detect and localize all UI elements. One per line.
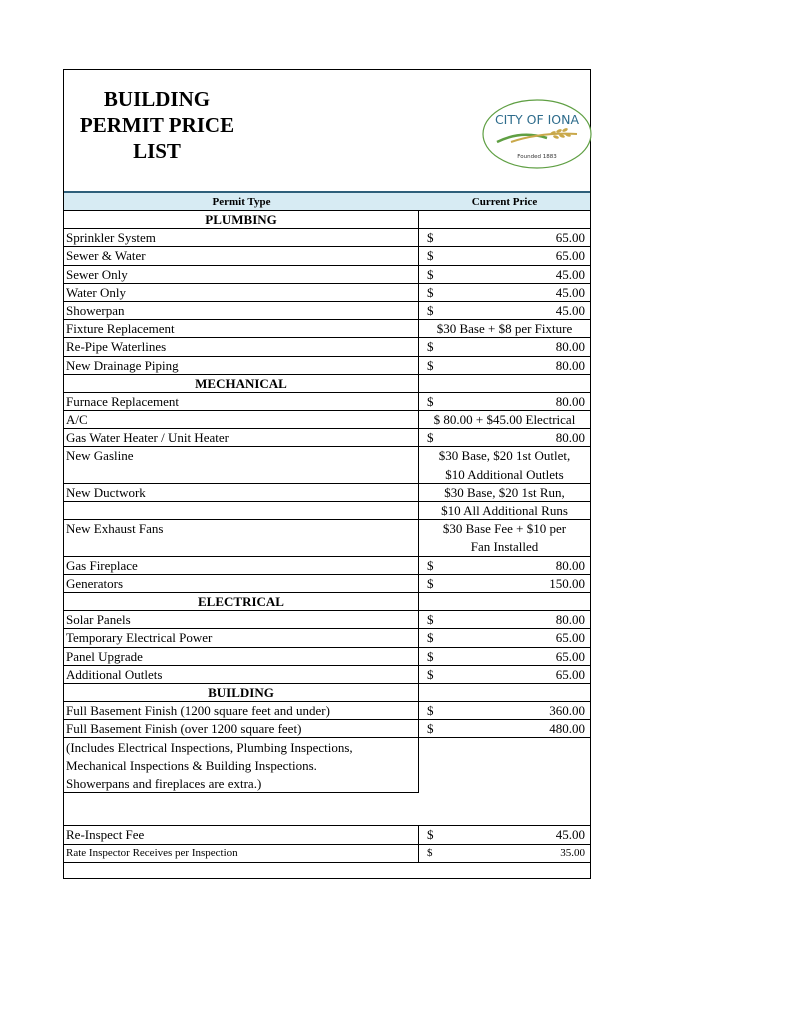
table-row <box>64 845 590 863</box>
currency-symbol: $ <box>427 557 434 573</box>
table-row <box>64 393 590 411</box>
table-row <box>64 575 590 593</box>
price-amount: 45.00 <box>555 266 585 282</box>
currency-symbol: $ <box>427 827 434 843</box>
table-row <box>64 302 590 320</box>
note-row <box>64 738 590 810</box>
price-cell <box>419 284 590 301</box>
price-amount: 360.00 <box>549 703 585 719</box>
permit-type-cell: A/C <box>64 411 419 428</box>
price-cell <box>419 611 590 628</box>
section-title: BUILDING <box>64 684 419 701</box>
permit-type-cell: Sewer & Water <box>64 247 419 264</box>
price-cell <box>419 666 590 683</box>
currency-symbol: $ <box>427 357 434 373</box>
price-amount: 65.00 <box>555 230 585 246</box>
permit-type-cell: New Gasline <box>64 447 419 465</box>
price-amount: 45.00 <box>555 302 585 318</box>
permit-type-cell: Generators <box>64 575 419 592</box>
table-row <box>64 502 590 520</box>
price-amount: 80.00 <box>555 357 585 373</box>
table-row <box>64 429 590 447</box>
table-row <box>64 447 590 465</box>
price-cell <box>419 629 590 646</box>
header-current-price: Current Price <box>471 196 538 208</box>
permit-type-cell: Sewer Only <box>64 266 419 283</box>
price-text: $30 Base Fee + $10 per <box>442 521 567 537</box>
price-amount: 65.00 <box>555 248 585 264</box>
section-header-row <box>64 593 590 611</box>
table-row <box>64 466 590 484</box>
table-row <box>64 411 590 429</box>
logo-founded-text: Founded 1883 <box>517 154 557 160</box>
price-cell <box>419 266 590 283</box>
price-cell <box>419 484 590 501</box>
permit-type-cell: New Drainage Piping <box>64 357 419 374</box>
price-cell <box>419 211 590 228</box>
price-cell <box>419 684 590 701</box>
price-cell <box>419 466 590 483</box>
table-row <box>64 557 590 575</box>
permit-type-cell: New Exhaust Fans <box>64 520 419 538</box>
price-list-sheet <box>63 69 591 879</box>
price-cell <box>419 502 590 519</box>
currency-symbol: $ <box>427 248 434 264</box>
price-text: $30 Base, $20 1st Outlet, <box>438 448 571 464</box>
price-cell <box>419 447 590 465</box>
price-cell <box>419 229 590 246</box>
section-title: PLUMBING <box>64 211 419 228</box>
permit-type-cell: Gas Fireplace <box>64 557 419 574</box>
currency-symbol: $ <box>427 666 434 682</box>
table-row <box>64 520 590 538</box>
price-amount: 65.00 <box>555 648 585 664</box>
permit-type-cell: Furnace Replacement <box>64 393 419 410</box>
permit-type-cell: Solar Panels <box>64 611 419 628</box>
currency-symbol: $ <box>427 612 434 628</box>
price-cell <box>419 357 590 374</box>
table-row <box>64 284 590 302</box>
currency-symbol: $ <box>427 302 434 318</box>
table-row <box>64 702 590 720</box>
spacer-row <box>64 810 590 826</box>
price-cell <box>419 845 590 862</box>
permit-type-cell <box>64 538 419 555</box>
price-amount: 65.00 <box>555 666 585 682</box>
table-row <box>64 338 590 356</box>
permit-type-cell: Water Only <box>64 284 419 301</box>
permit-type-cell: Temporary Electrical Power <box>64 629 419 646</box>
currency-symbol: $ <box>427 575 434 591</box>
price-text: $10 All Additional Runs <box>441 503 568 518</box>
table-row <box>64 266 590 284</box>
permit-type-cell: New Ductwork <box>64 484 419 501</box>
permit-type-cell: Re-Pipe Waterlines <box>64 338 419 355</box>
section-header-row <box>64 684 590 702</box>
price-cell <box>419 375 590 392</box>
price-cell <box>419 648 590 665</box>
price-cell <box>419 247 590 264</box>
permit-type-cell: Re-Inspect Fee <box>64 826 419 843</box>
price-amount: 45.00 <box>555 827 585 843</box>
price-cell <box>419 429 590 446</box>
currency-symbol: $ <box>427 630 434 646</box>
price-text: $ 80.00 + $45.00 Electrical <box>433 412 576 428</box>
table-row <box>64 229 590 247</box>
table-row <box>64 538 590 556</box>
permit-type-cell: Panel Upgrade <box>64 648 419 665</box>
price-cell <box>419 702 590 719</box>
price-amount: 45.00 <box>555 284 585 300</box>
price-cell <box>419 393 590 410</box>
table-row <box>64 484 590 502</box>
price-cell <box>419 520 590 538</box>
permit-type-cell: Rate Inspector Receives per Inspection <box>64 845 419 862</box>
table-row <box>64 666 590 684</box>
permit-type-cell: Additional Outlets <box>64 666 419 683</box>
currency-symbol: $ <box>427 648 434 664</box>
currency-symbol: $ <box>427 703 434 719</box>
table-row <box>64 826 590 844</box>
price-text: $30 Base, $20 1st Run, <box>444 484 565 500</box>
price-text: $10 Additional Outlets <box>445 466 564 482</box>
logo-city-name: CITY OF IONA <box>494 112 580 127</box>
section-header-row <box>64 211 590 229</box>
price-cell <box>419 302 590 319</box>
price-cell <box>419 338 590 355</box>
price-amount: 65.00 <box>555 630 585 646</box>
currency-symbol: $ <box>427 339 434 355</box>
price-cell <box>419 538 590 555</box>
currency-symbol: $ <box>427 284 434 300</box>
table-row <box>64 247 590 265</box>
currency-symbol: $ <box>427 266 434 282</box>
permit-type-cell: Fixture Replacement <box>64 320 419 337</box>
price-amount: 80.00 <box>555 393 585 409</box>
permit-type-cell <box>64 502 419 519</box>
price-text: Fan Installed <box>470 539 539 555</box>
header-permit-type: Permit Type <box>212 196 271 208</box>
price-cell <box>419 826 590 843</box>
note-text: (Includes Electrical Inspections, Plumbing Inspections, Mechanical Inspections & Building Inspections. Showerpans and fireplaces are extra.) <box>64 738 419 793</box>
table-row <box>64 320 590 338</box>
permit-table <box>64 211 590 863</box>
table-header <box>64 191 590 211</box>
price-amount: 480.00 <box>549 721 585 737</box>
price-cell <box>419 593 590 610</box>
price-amount: 80.00 <box>555 430 585 446</box>
price-amount: 35.00 <box>560 846 585 859</box>
page-title: BUILDING PERMIT PRICE LIST <box>79 87 235 163</box>
price-cell <box>419 411 590 428</box>
price-text: $30 Base + $8 per Fixture <box>436 321 573 337</box>
table-row <box>64 357 590 375</box>
permit-type-cell <box>64 466 419 483</box>
table-row <box>64 648 590 666</box>
price-amount: 150.00 <box>549 575 585 591</box>
table-row <box>64 611 590 629</box>
section-header-row <box>64 375 590 393</box>
section-title: MECHANICAL <box>64 375 419 392</box>
table-row <box>64 629 590 647</box>
currency-symbol: $ <box>427 721 434 737</box>
permit-type-cell: Sprinkler System <box>64 229 419 246</box>
price-amount: 80.00 <box>555 612 585 628</box>
city-of-iona-logo <box>481 98 593 170</box>
currency-symbol: $ <box>427 430 434 446</box>
price-cell <box>419 557 590 574</box>
price-cell <box>419 575 590 592</box>
price-cell <box>419 320 590 337</box>
permit-type-cell: Gas Water Heater / Unit Heater <box>64 429 419 446</box>
price-amount: 80.00 <box>555 557 585 573</box>
price-cell <box>419 720 590 737</box>
permit-type-cell: Full Basement Finish (1200 square feet and under) <box>64 702 419 719</box>
currency-symbol: $ <box>427 846 433 859</box>
currency-symbol: $ <box>427 393 434 409</box>
permit-type-cell: Full Basement Finish (over 1200 square feet) <box>64 720 419 737</box>
permit-type-cell: Showerpan <box>64 302 419 319</box>
price-amount: 80.00 <box>555 339 585 355</box>
section-title: ELECTRICAL <box>64 593 419 610</box>
table-row <box>64 720 590 738</box>
currency-symbol: $ <box>427 230 434 246</box>
